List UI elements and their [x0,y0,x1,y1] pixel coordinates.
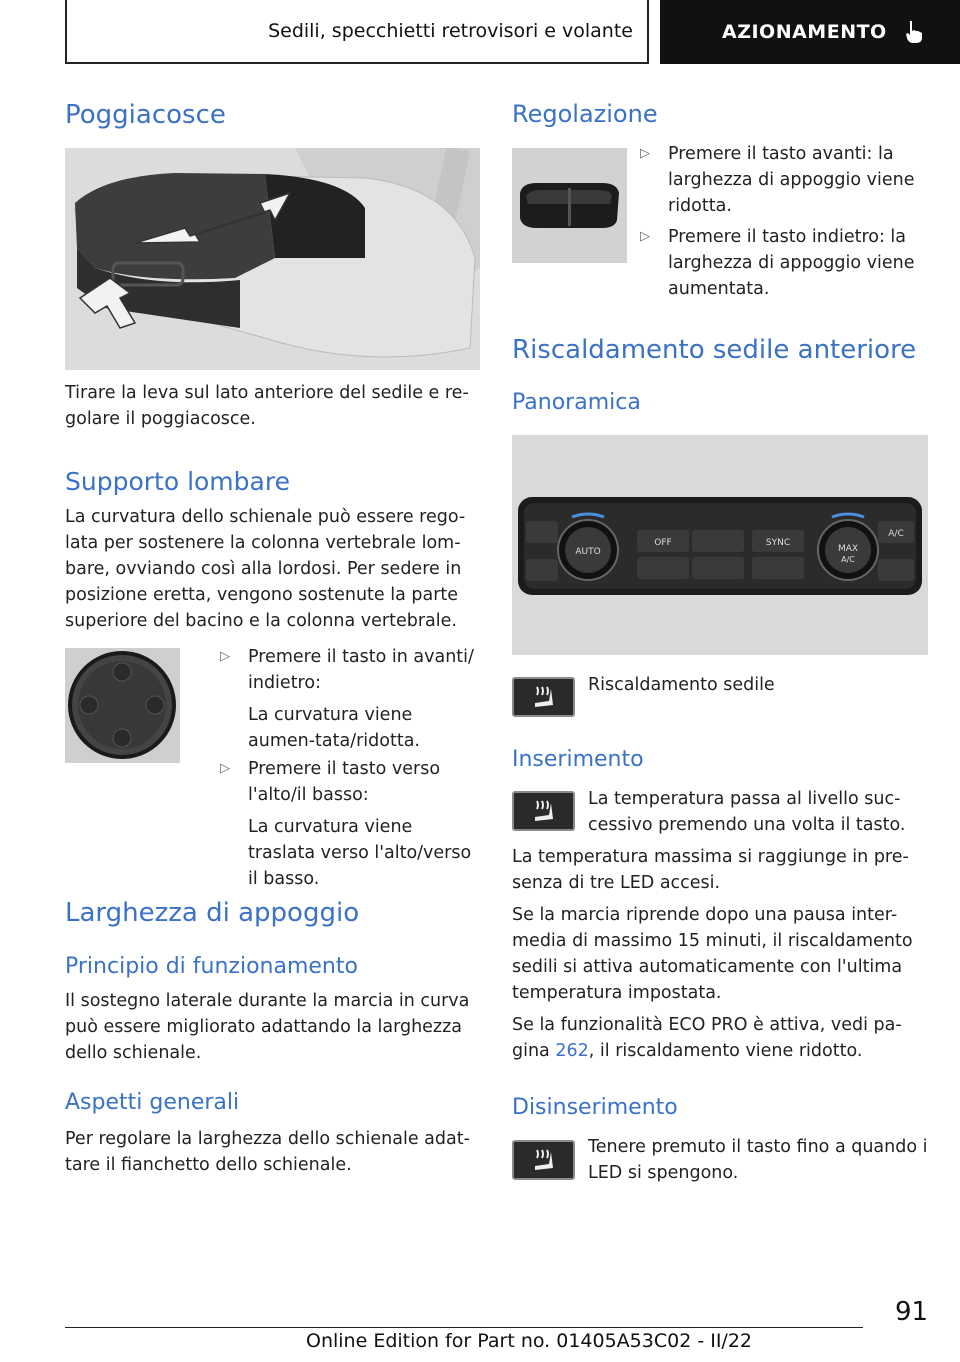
panel-max-ac-label: A/C [841,555,855,564]
paragraph-inserimento-3: Se la marcia riprende dopo una pausa inter-media di massimo 15 minuti, il riscaldamento sedili si attiva automaticamente con l'ultima temperatura impostata. [512,905,913,1003]
width-adjust-button-image [512,148,627,263]
lumbar-support-button-image [65,648,180,763]
seat-heating-icon [512,1140,575,1180]
paragraph-inserimento-2: La temperatura massima si raggiunge in pre-senza di tre LED accesi. [512,847,909,893]
panel-off-label: OFF [654,538,672,548]
seat-heating-icon [512,791,575,831]
seat-thigh-support-image [65,148,480,370]
bullet-triangle-icon: ▷ [220,649,230,664]
paragraph-inserimento-1: La temperatura passa al livello suc-cessivo premendo una volta il tasto. [588,789,906,835]
heading-disinserimento: Disinserimento [512,1095,678,1120]
paragraph-inserimento-4 [512,1012,928,1064]
paragraph-disinserimento: Tenere premuto il tasto fino a quando i LED si spengono. [588,1137,928,1183]
panel-auto-label: AUTO [575,547,601,557]
bullet-lumbar-up-down-sub: La curvatura viene traslata verso l'alto/verso il basso. [248,817,472,889]
header-section-title: Sedili, specchietti retrovisori e volante [268,20,633,42]
bullet-lumbar-forward-back-sub: La curvatura viene aumen-tata/ridotta. [248,705,420,751]
bullet-lumbar-up-down: ▷ Premere il tasto verso l'alto/il basso: [220,756,480,808]
heading-larghezza: Larghezza di appoggio [65,898,360,928]
page-number: 91 [895,1297,929,1327]
bullet-triangle-icon: ▷ [640,229,650,244]
seat-heating-icon [512,677,575,717]
heading-poggiacosce: Poggiacosce [65,100,226,130]
paragraph-principio: Il sostegno laterale durante la marcia in curva può essere migliorato adattando la larghezza dello schienale. [65,991,470,1063]
heading-regolazione: Regolazione [512,100,658,128]
bullet-triangle-icon: ▷ [640,146,650,161]
bullet-lumbar-forward-back: ▷ Premere il tasto in avanti/ indietro: [220,644,480,696]
header-chapter-title: AZIONAMENTO [722,21,887,43]
eco-pro-text: Se la funzionalità ECO PRO è attiva, vedi pa-gina [512,1015,902,1061]
panel-sync-label: SYNC [765,538,791,548]
heading-panoramica: Panoramica [512,390,641,415]
paragraph-aspetti-generali: Per regolare la larghezza dello schienale adat-tare il fianchetto dello schienale. [65,1129,470,1175]
footer-edition: Online Edition for Part no. 01405A53C02 - II/22 [306,1330,753,1352]
footer-divider [65,1327,863,1328]
paragraph-supporto-lombare: La curvatura dello schienale può essere rego-lata per sostenere la colonna vertebrale lom-bare, ovviando così alla lordosi. Per sedere in posizione eretta, vengono sostenute la parte superiore del bacino e la colonna vertebrale. [65,507,466,631]
header-section-tab [65,0,649,64]
heading-inserimento: Inserimento [512,747,644,772]
pointing-hand-icon [903,19,925,45]
panel-ac-label: A/C [888,529,904,539]
panel-max-label: MAX [837,544,859,554]
header-chapter-tab [660,0,960,64]
climate-control-panel-image [512,435,928,655]
eco-pro-text-end: , il riscaldamento viene ridotto. [588,1041,863,1061]
heading-aspetti-generali: Aspetti generali [65,1090,240,1115]
label-seat-heating: Riscaldamento sedile [588,675,775,695]
heading-supporto-lombare: Supporto lombare [65,467,290,496]
bullet-triangle-icon: ▷ [220,761,230,776]
page-reference-link[interactable]: 262 [555,1041,589,1061]
bullet-width-forward: ▷ Premere il tasto avanti: la larghezza di appoggio viene ridotta. [640,141,928,219]
heading-riscaldamento: Riscaldamento sedile anteriore [512,335,917,365]
heading-principio: Principio di funzionamento [65,954,358,979]
paragraph-poggiacosce: Tirare la leva sul lato anteriore del sedile e re-golare il poggiacosce. [65,383,469,429]
bullet-width-back: ▷ Premere il tasto indietro: la larghezza di appoggio viene aumentata. [640,224,928,302]
